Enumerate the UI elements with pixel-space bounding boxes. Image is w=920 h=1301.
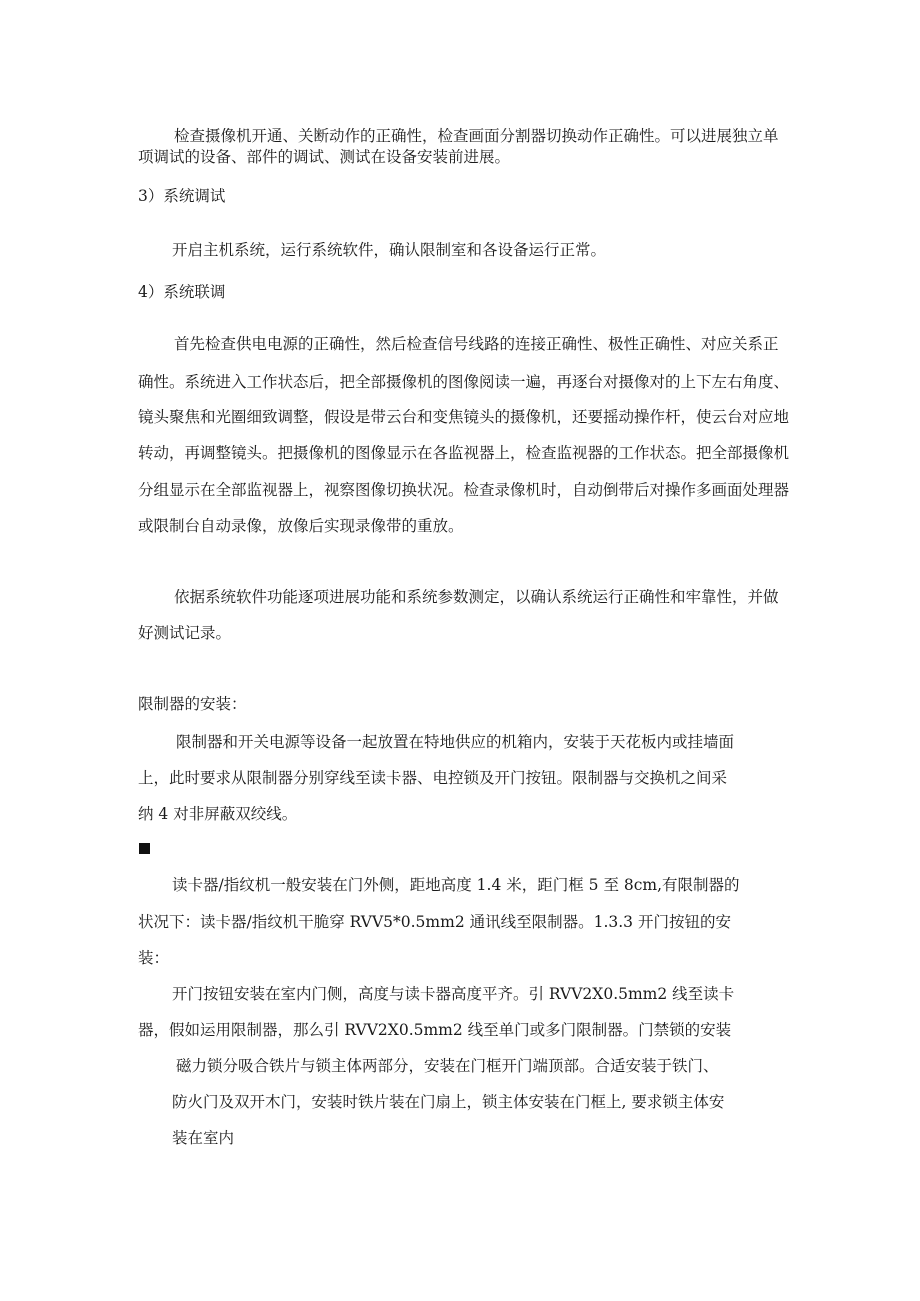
paragraph-camera-check-line-1: 检查摄像机开通、关断动作的正确性，检查画面分割器切换动作正确性。可以进展独立单 (174, 127, 779, 145)
heading-controller-install: 限制器的安装： (138, 695, 247, 713)
paragraph-card-reader-line-1: 读卡器/指纹机一般安装在门外侧，距地高度 1.4 米，距门框 5 至 8cm,有限制器的 (172, 876, 740, 894)
paragraph-card-reader-line-2: 状况下：读卡器/指纹机干脆穿 RVV5*0.5mm2 通讯线至限制器。1.3.3 开门按钮的安 (138, 913, 731, 931)
bullet-square-icon (139, 843, 150, 854)
paragraph-joint-debug-line-5: 分组显示在全部监视器上，视察图像切换状况。检查录像机时，自动倒带后对操作多画面处理器 (138, 481, 790, 499)
paragraph-function-test-line-1: 依据系统软件功能逐项进展功能和系统参数测定，以确认系统运行正确性和牢靠性，并做 (174, 588, 779, 606)
paragraph-door-button-line-1: 开门按钮安装在室内门侧，高度与读卡器高度平齐。引 RVV2X0.5mm2 线至读卡 (172, 985, 735, 1003)
paragraph-camera-check-line-2: 项调试的设备、部件的调试、测试在设备安装前进展。 (138, 148, 511, 166)
paragraph-joint-debug-line-4: 转动，再调整镜头。把摄像机的图像显示在各监视器上，检查监视器的工作状态。把全部摄像机 (138, 444, 790, 462)
paragraph-joint-debug-line-1: 首先检查供电电源的正确性，然后检查信号线路的连接正确性、极性正确性、对应关系正 (174, 335, 779, 353)
paragraph-controller-line-2: 上，此时要求从限制器分别穿线至读卡器、电控锁及开门按钮。限制器与交换机之间采 (138, 769, 728, 787)
paragraph-magnetic-lock-line-3: 装在室内 (172, 1129, 235, 1147)
paragraph-controller-line-1: 限制器和开关电源等设备一起放置在特地供应的机箱内，安装于天花板内或挂墙面 (176, 733, 735, 751)
paragraph-joint-debug-line-2: 确性。系统进入工作状态后，把全部摄像机的图像阅读一遍，再逐台对摄像对的上下左右角度、 (138, 373, 790, 391)
paragraph-door-button-line-2: 器，假如运用限制器，那么引 RVV2X0.5mm2 线至单门或多门限制器。门禁锁的安装 (138, 1021, 732, 1039)
heading-system-debug: 3）系统调试 (138, 187, 226, 205)
paragraph-controller-line-3: 纳 4 对非屏蔽双绞线。 (138, 805, 298, 823)
paragraph-system-debug: 开启主机系统，运行系统软件，确认限制室和各设备运行正常。 (172, 241, 607, 259)
paragraph-magnetic-lock-line-2: 防火门及双开木门，安装时铁片装在门扇上，锁主体安装在门框上, 要求锁主体安 (172, 1093, 725, 1111)
paragraph-joint-debug-line-6: 或限制台自动录像，放像后实现录像带的重放。 (138, 517, 464, 535)
paragraph-card-reader-line-3: 装： (138, 949, 170, 967)
paragraph-joint-debug-line-3: 镜头聚焦和光圈细致调整，假设是带云台和变焦镜头的摄像机，还要摇动操作杆，使云台对应地 (138, 408, 790, 426)
paragraph-function-test-line-2: 好测试记录。 (138, 624, 232, 642)
paragraph-magnetic-lock-line-1: 磁力锁分吸合铁片与锁主体两部分，安装在门框开门端顶部。合适安装于铁门、 (176, 1057, 719, 1075)
heading-system-joint-debug: 4）系统联调 (138, 283, 226, 301)
